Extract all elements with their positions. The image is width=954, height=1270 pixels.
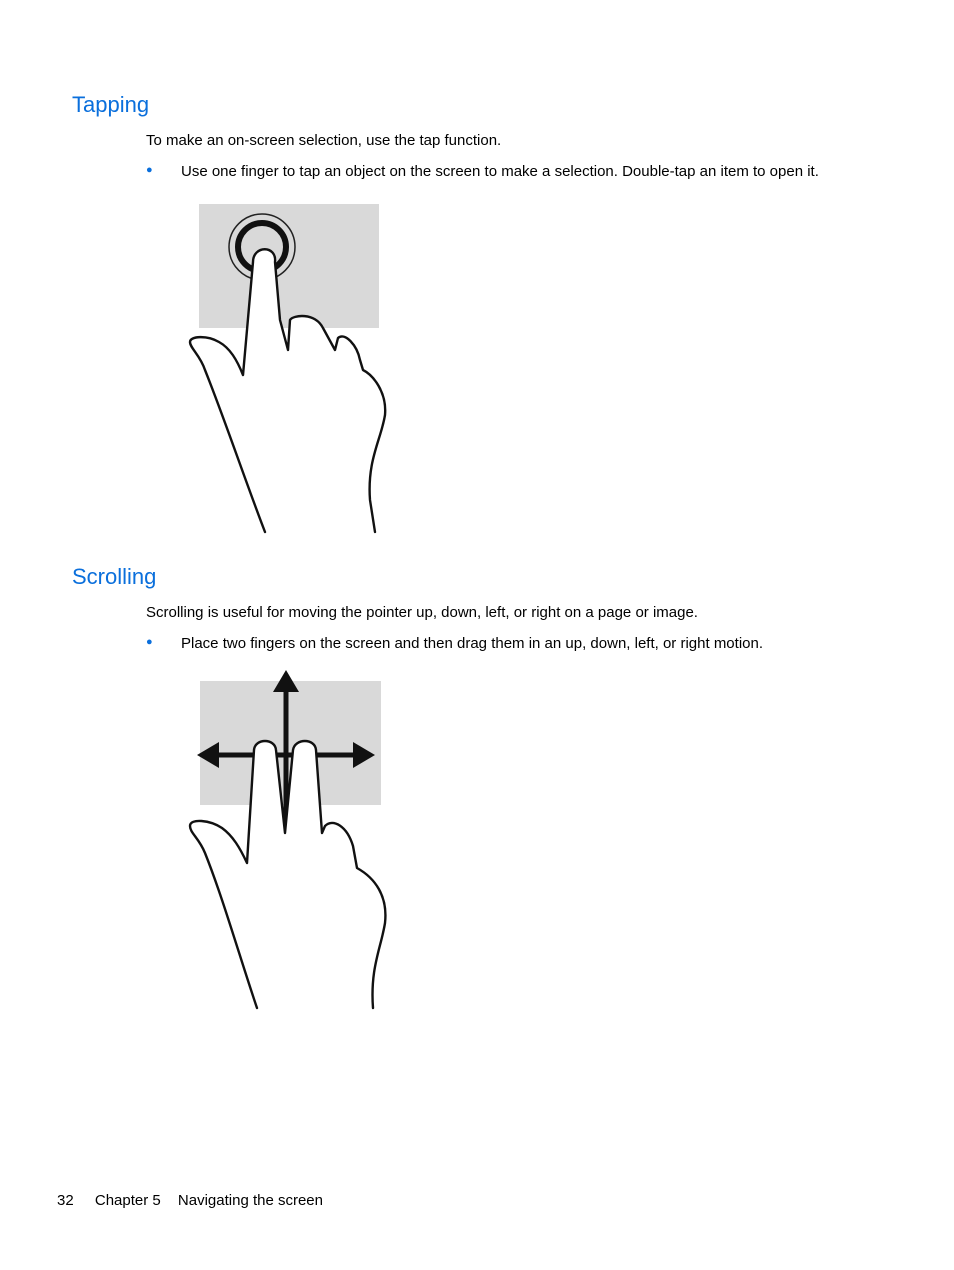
tap-gesture-illustration	[185, 200, 400, 540]
tapping-intro: To make an on-screen selection, use the tap function.	[146, 132, 502, 149]
bullet-icon: ●	[146, 164, 153, 176]
scroll-gesture-illustration	[185, 668, 400, 1018]
bullet-icon: ●	[146, 636, 153, 648]
tapping-bullet-text: Use one finger to tap an object on the screen to make a selection. Double-tap an item to open it.	[181, 163, 819, 180]
section-title-scrolling: Scrolling	[72, 564, 157, 589]
scrolling-bullet-text: Place two fingers on the screen and then drag them in an up, down, left, or right motion.	[181, 635, 764, 652]
chapter-label: Chapter 5	[94, 1192, 161, 1209]
scrolling-intro: Scrolling is useful for moving the pointer up, down, left, or right on a page or image.	[146, 604, 698, 621]
section-title-tapping: Tapping	[72, 92, 150, 117]
page-number: 32	[57, 1192, 74, 1209]
page-footer	[57, 1192, 340, 1209]
chapter-title: Navigating the screen	[177, 1192, 323, 1209]
